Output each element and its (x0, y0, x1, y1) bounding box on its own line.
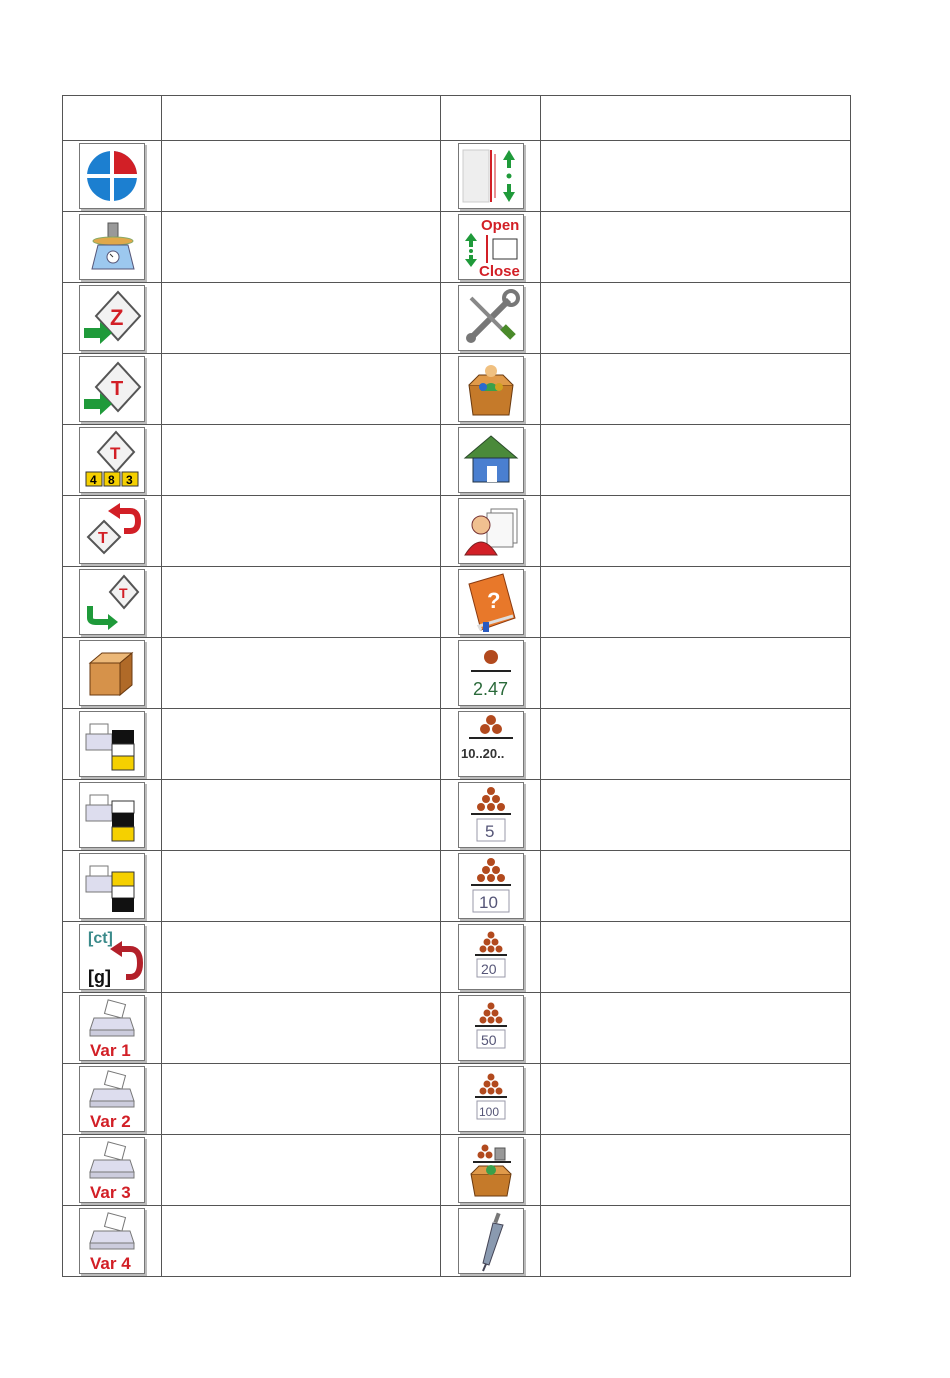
table-row (63, 1135, 851, 1206)
piece-count-value: 10..20.. (460, 746, 504, 761)
printer-footer-icon[interactable] (79, 853, 145, 919)
description-cell (540, 567, 850, 638)
unit-switch-icon[interactable] (79, 924, 145, 990)
description-cell (540, 1064, 850, 1135)
unit-ct-label: [ct] (88, 930, 113, 947)
header-cell (63, 96, 162, 141)
printer-var3-icon[interactable] (79, 1137, 145, 1203)
table-row (63, 709, 851, 780)
pieces-5-value: 5 (484, 822, 494, 841)
tare-label: T (110, 444, 121, 463)
unit-g-label: [g] (88, 967, 112, 987)
quadrant-circle-icon[interactable] (79, 143, 145, 209)
description-cell (162, 709, 441, 780)
pieces-database-icon[interactable] (458, 1137, 524, 1203)
table-row (63, 141, 851, 212)
tare-digit-2: 8 (108, 473, 115, 487)
icon-table (62, 95, 851, 1277)
printer-middle-icon[interactable] (79, 782, 145, 848)
table-row (63, 425, 851, 496)
header-cell (441, 96, 540, 141)
var3-label: Var 3 (90, 1183, 131, 1202)
description-cell (540, 638, 850, 709)
box-icon[interactable] (79, 640, 145, 706)
header-cell (162, 96, 441, 141)
table-row (63, 212, 851, 283)
printer-header-icon[interactable] (79, 711, 145, 777)
table-row (63, 780, 851, 851)
open-close-door-icon[interactable] (458, 214, 524, 280)
description-cell (162, 212, 441, 283)
description-cell (540, 851, 850, 922)
tare-label: T (98, 530, 108, 547)
printer-var2-icon[interactable] (79, 1066, 145, 1132)
description-cell (162, 780, 441, 851)
var1-label: Var 1 (90, 1041, 131, 1060)
table-row (63, 922, 851, 993)
description-cell (162, 141, 441, 212)
single-piece-value: 2.47 (472, 679, 508, 699)
help-book-icon[interactable] (458, 569, 524, 635)
pieces-10-icon[interactable] (458, 853, 524, 919)
description-cell (162, 851, 441, 922)
printer-var1-icon[interactable] (79, 995, 145, 1061)
description-cell (540, 354, 850, 425)
description-cell (540, 283, 850, 354)
tare-label: T (119, 585, 128, 601)
description-cell (162, 1135, 441, 1206)
zero-key-icon[interactable] (79, 285, 145, 351)
description-cell (162, 283, 441, 354)
table-row (63, 567, 851, 638)
tare-restore-icon[interactable] (79, 569, 145, 635)
pieces-10-value: 10 (478, 893, 498, 912)
pieces-100-value: 100 (478, 1105, 499, 1119)
tare-key-icon[interactable] (79, 356, 145, 422)
description-cell (162, 993, 441, 1064)
home-icon[interactable] (458, 427, 524, 493)
description-cell (162, 922, 441, 993)
description-cell (540, 141, 850, 212)
description-cell (540, 1135, 850, 1206)
pieces-100-icon[interactable] (458, 1066, 524, 1132)
table-row (63, 283, 851, 354)
description-cell (540, 780, 850, 851)
pieces-50-value: 50 (480, 1032, 497, 1048)
description-cell (162, 425, 441, 496)
tools-icon[interactable] (458, 285, 524, 351)
zero-label: Z (110, 305, 124, 330)
description-cell (540, 425, 850, 496)
tare-value-icon[interactable] (79, 427, 145, 493)
pieces-20-value: 20 (480, 961, 497, 977)
table-row (63, 638, 851, 709)
var2-label: Var 2 (90, 1112, 131, 1131)
scale-weight-icon[interactable] (79, 214, 145, 280)
table-header-row (63, 96, 851, 141)
pieces-20-icon[interactable] (458, 924, 524, 990)
door-updown-icon[interactable] (458, 143, 524, 209)
table-row (63, 1206, 851, 1277)
single-piece-icon[interactable] (458, 640, 524, 706)
description-cell (540, 709, 850, 780)
description-cell (162, 638, 441, 709)
tare-digit-3: 3 (126, 473, 133, 487)
description-cell (540, 922, 850, 993)
close-label: Close (478, 263, 520, 279)
description-cell (540, 993, 850, 1064)
header-cell (540, 96, 850, 141)
description-cell (540, 212, 850, 283)
description-cell (162, 1206, 441, 1277)
table-row (63, 354, 851, 425)
tare-return-icon[interactable] (79, 498, 145, 564)
description-cell (162, 496, 441, 567)
pipette-icon[interactable] (458, 1208, 524, 1274)
var4-label: Var 4 (90, 1254, 131, 1273)
table-row (63, 496, 851, 567)
table-row (63, 1064, 851, 1135)
printer-var4-icon[interactable] (79, 1208, 145, 1274)
piece-count-icon[interactable] (458, 711, 524, 777)
description-cell (162, 567, 441, 638)
help-label: ? (486, 588, 500, 613)
description-cell (162, 1064, 441, 1135)
table-row (63, 993, 851, 1064)
description-cell (162, 354, 441, 425)
user-document-icon[interactable] (458, 498, 524, 564)
open-label: Open (480, 217, 519, 234)
description-cell (540, 1206, 850, 1277)
description-cell (540, 496, 850, 567)
tare-digit-1: 4 (90, 473, 97, 487)
table-row (63, 851, 851, 922)
pieces-5-icon[interactable] (458, 782, 524, 848)
user-box-icon[interactable] (458, 356, 524, 422)
pieces-50-icon[interactable] (458, 995, 524, 1061)
tare-label: T (111, 378, 124, 400)
